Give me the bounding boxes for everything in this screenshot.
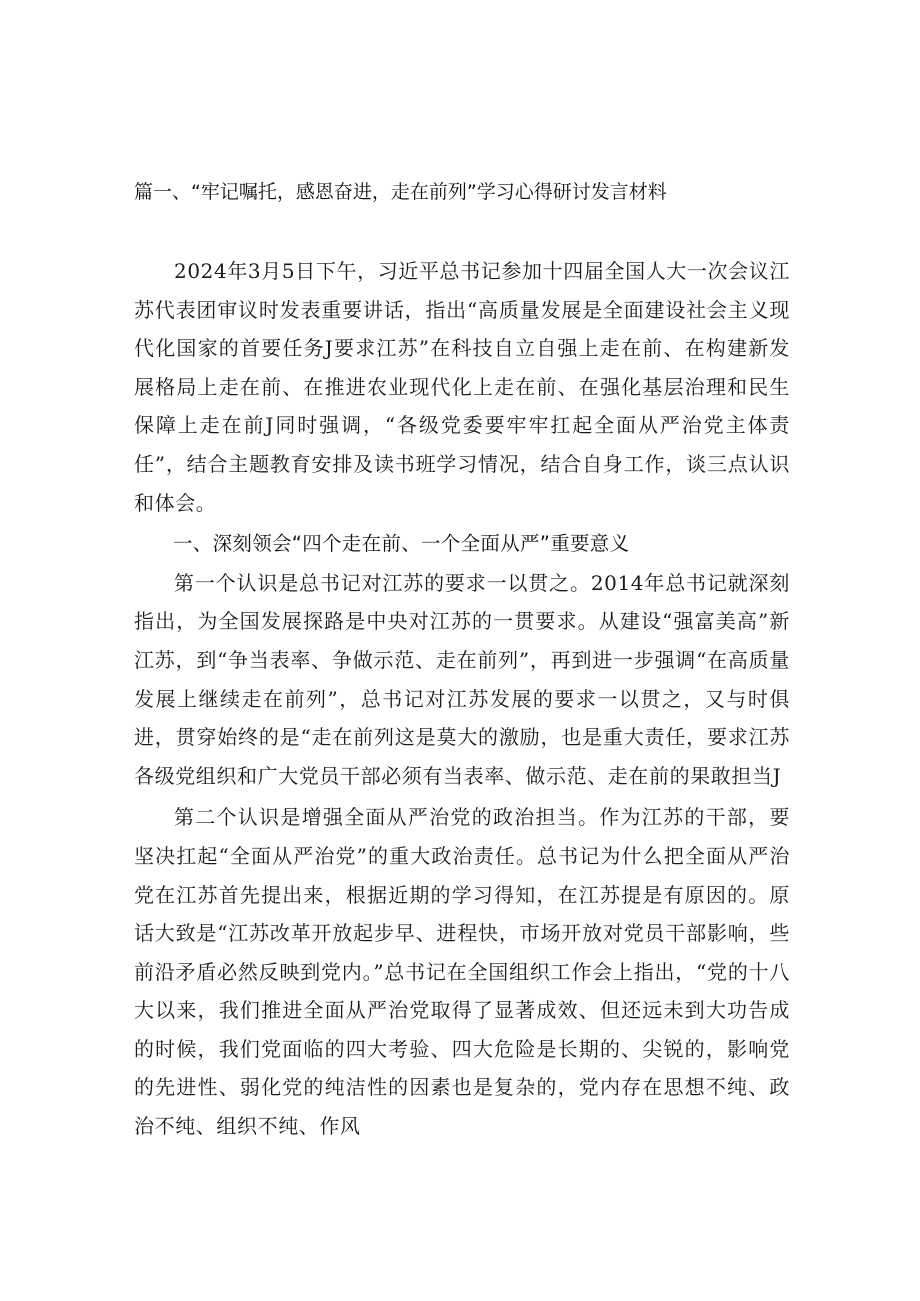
document-body — [134, 252, 790, 1146]
body-paragraph-2: 第二个认识是增强全面从严治党的政治担当。作为江苏的干部，要坚决扛起“全面从严治党”的重大政治责任。总书记为什么把全面从严治党在江苏首先提出来，根据近期的学习得知，在江苏提是有原因的。原话大致是“江苏改革开放起步早、进程快，市场开放对党员干部影响，些前沿矛盾必然反映到党内。”总书记在全国组织工作会上指出，“党的十八大以来，我们推进全面从严治党取得了显著成效、但还远未到大功告成的时候，我们党面临的四大考验、四大危险是长期的、尖锐的，影响党的先进性、弱化党的纯洁性的因素也是复杂的，党内存在思想不纯、政治不纯、组织不纯、作风 — [134, 805, 790, 1139]
intro-paragraph: 2024年3月5日下午，习近平总书记参加十四届全国人大一次会议江苏代表团审议时发表重要讲话，指出“高质量发展是全面建设社会主义现代化国家的首要任务J要求江苏”在科技自立自强上走在前、在构建新发展格局上走在前、在推进农业现代化上走在前、在强化基层治理和民生保障上走在前J同时强调，“各级党委要牢牢扛起全面从严治党主体责任”，结合主题教育安排及读书班学习情况，结合自身工作，谈三点认识和体会。 — [134, 259, 790, 515]
document-title: 篇一、“牢记嘱托，感恩奋进，走在前列”学习心得研讨发言材料 — [134, 181, 667, 203]
body-paragraph-1: 第一个认识是总书记对江苏的要求一以贯之。2014年总书记就深刻指出，为全国发展探路是中央对江苏的一贯要求。从建设“强富美高”新江苏，到“争当表率、争做示范、走在前列”，再到进一步强调“在高质量发展上继续走在前列”，总书记对江苏发展的要求一以贯之，又与时俱进，贯穿始终的是“走在前列这是莫大的激励，也是重大责任，要求江苏各级党组织和广大党员干部必须有当表率、做示范、走在前的果敢担当J — [134, 570, 790, 788]
section-heading-1: 一、深刻领会“四个走在前、一个全面从严”重要意义 — [173, 532, 630, 556]
